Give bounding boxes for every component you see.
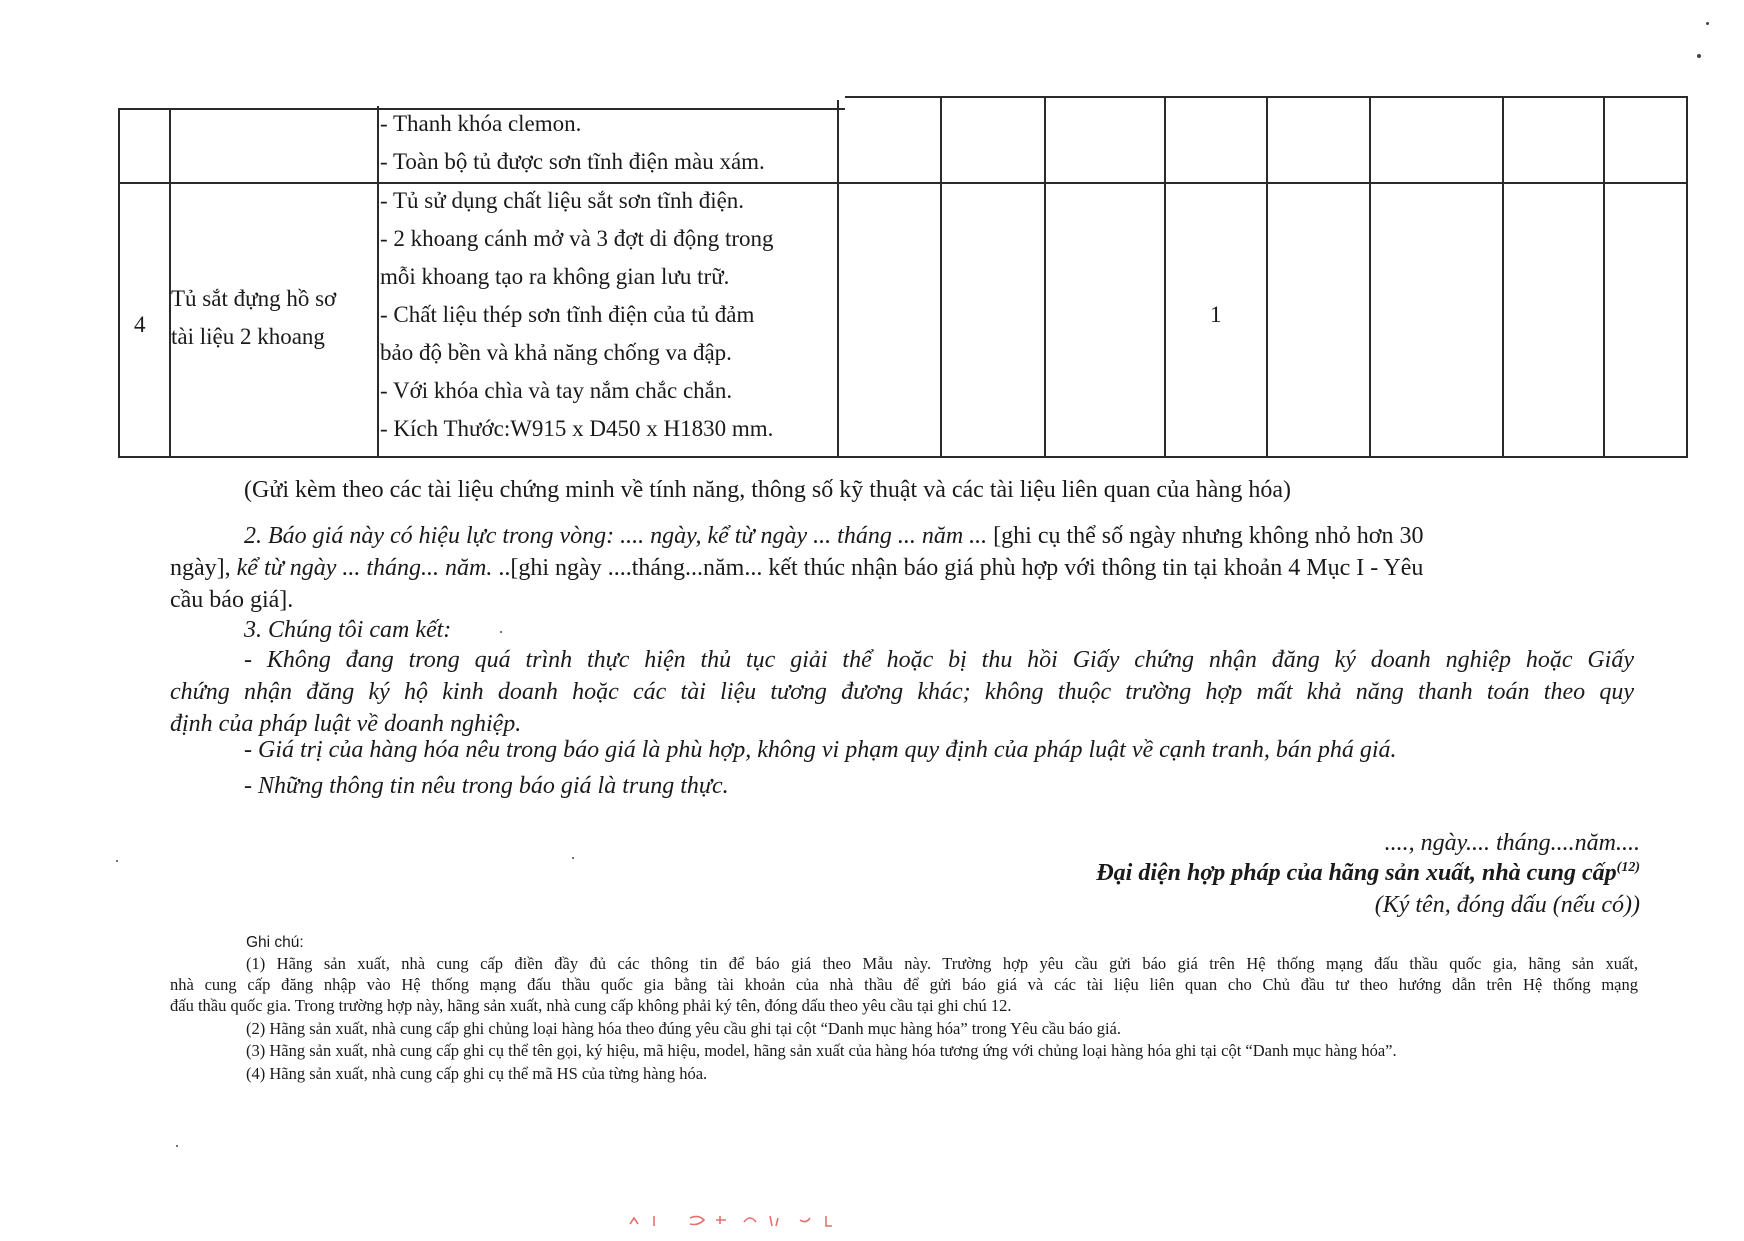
table-col-line <box>1686 96 1688 458</box>
clause-2-line-2-italic: kể từ ngày ... tháng... năm. <box>230 555 493 581</box>
clause-3-bullet-1-line-2: chứng nhận đăng ký hộ kinh doanh hoặc các tài liệu tương đương khác; không thuộc trường hợp mất khả năng thanh toán theo quy <box>170 679 1634 705</box>
row-4-desc-3: mỗi khoang tạo ra không gian lưu trữ. <box>380 264 730 289</box>
scan-speck <box>1697 54 1701 58</box>
row-4-quantity: 1 <box>1210 302 1222 327</box>
scan-speck <box>572 857 574 859</box>
signature-title-text: Đại diện hợp pháp của hãng sản xuất, nhà cung cấp <box>1096 860 1617 886</box>
table-col-line <box>377 106 379 458</box>
scan-speck <box>1706 22 1709 25</box>
stamp-bleed-mark <box>620 1210 850 1232</box>
note-1-line-3: đấu thầu quốc gia. Trong trường hợp này, hãng sản xuất, nhà cung cấp không phải ký tên, đóng dấu theo yêu cầu tại ghi chú 12. <box>170 996 1012 1015</box>
clause-3-bullet-3: - Những thông tin nêu trong báo giá là trung thực. <box>244 773 729 799</box>
table-col-line <box>1266 98 1268 458</box>
table-col-line <box>940 98 942 458</box>
clause-2-line-1-italic: 2. Báo giá này có hiệu lực trong vòng: .... ngày, kể từ ngày ... tháng ... năm ... <box>244 523 988 549</box>
table-col-line <box>837 100 839 458</box>
attachment-note: (Gửi kèm theo các tài liệu chứng minh về tính năng, thông số kỹ thuật và các tài liệu liên quan của hàng hóa) <box>244 477 1292 503</box>
clause-2-line-2 <box>170 552 1423 584</box>
row-4-desc-6: - Với khóa chìa và tay nắm chắc chắn. <box>380 378 733 403</box>
signature-sign-note: (Ký tên, đóng dấu (nếu có)) <box>1374 892 1640 918</box>
table-col-line <box>1603 96 1605 458</box>
signature-title-superscript: (12) <box>1616 860 1640 875</box>
scan-speck <box>116 860 118 862</box>
table-col-line <box>1164 98 1166 458</box>
scan-speck <box>176 1145 178 1147</box>
table-bottom-border <box>118 456 1688 458</box>
row-continued-desc-1: - Thanh khóa clemon. <box>380 111 582 136</box>
clause-3-bullet-1-line-1: - Không đang trong quá trình thực hiện thủ tục giải thể hoặc bị thu hồi Giấy chứng nhận đăng ký doanh nghiệp hoặc Giấy <box>244 647 1634 673</box>
clause-2-line-2-b: ..[ghi ngày ....tháng...năm... kết thúc nhận báo giá phù hợp với thông tin tại khoản 4 Mục I - Yêu <box>492 555 1424 581</box>
clause-3-heading: 3. Chúng tôi cam kết: <box>244 617 452 643</box>
note-4: (4) Hãng sản xuất, nhà cung cấp ghi cụ thể mã HS của từng hàng hóa. <box>246 1064 708 1083</box>
table-col-line <box>1502 96 1504 458</box>
clause-2-line-2-a: ngày], <box>170 555 231 581</box>
note-3: (3) Hãng sản xuất, nhà cung cấp ghi cụ thể tên gọi, ký hiệu, mã hiệu, model, hãng sản xuất của hàng hóa tương ứng với chủng loại hàng hóa ghi tại cột “Danh mục hàng hóa”. <box>246 1041 1397 1060</box>
row-4-name-line-2: tài liệu 2 khoang <box>171 324 325 349</box>
row-4-desc-7: - Kích Thước:W915 x D450 x H1830 mm. <box>380 416 774 441</box>
table-col-line <box>1044 98 1046 458</box>
clause-3-bullet-1-line-3: định của pháp luật về doanh nghiệp. <box>170 711 522 737</box>
clause-2-line-3: cầu báo giá]. <box>170 587 294 613</box>
note-1-line-1: (1) Hãng sản xuất, nhà cung cấp điền đầy đủ các thông tin để báo giá theo Mẫu này. Trường hợp yêu cầu gửi báo giá trên Hệ thống mạng đấu thầu quốc gia, hãng sản xuất, <box>246 954 1638 973</box>
note-1-line-2: nhà cung cấp đăng nhập vào Hệ thống mạng đấu thầu quốc gia bằng tài khoản của nhà thầu để gửi báo giá và các tài liệu liên quan cho Chủ đầu tư theo hướng dẫn trên Hệ thống mạng <box>170 975 1638 994</box>
table-row-divider <box>118 182 1688 184</box>
goods-table <box>118 96 1688 458</box>
scan-speck <box>500 631 502 633</box>
clause-2-line-1-regular: [ghi cụ thể số ngày nhưng không nhỏ hơn 30 <box>987 523 1424 549</box>
signature-title <box>1096 860 1640 887</box>
row-4-stt: 4 <box>134 312 146 337</box>
row-4-name-line-1: Tủ sắt đựng hồ sơ <box>171 286 337 311</box>
row-continued-desc-2: - Toàn bộ tủ được sơn tĩnh điện màu xám. <box>380 149 765 174</box>
signature-date-line: ...., ngày.... tháng....năm.... <box>1384 830 1640 856</box>
row-4-desc-2: - 2 khoang cánh mở và 3 đợt di động trong <box>380 226 774 251</box>
row-4-desc-5: bảo độ bền và khả năng chống va đập. <box>380 340 732 365</box>
row-4-desc-1: - Tủ sử dụng chất liệu sắt sơn tĩnh điện. <box>380 188 745 213</box>
note-2: (2) Hãng sản xuất, nhà cung cấp ghi chủng loại hàng hóa theo đúng yêu cầu ghi tại cột “Danh mục hàng hóa” trong Yêu cầu báo giá. <box>246 1019 1121 1038</box>
table-col-line <box>1369 98 1371 458</box>
notes-heading: Ghi chú: <box>246 934 304 951</box>
clause-2-line-1 <box>244 520 1424 552</box>
clause-3-bullet-2: - Giá trị của hàng hóa nêu trong báo giá là phù hợp, không vi phạm quy định của pháp luật về cạnh tranh, bán phá giá. <box>244 737 1397 763</box>
table-col-line <box>118 108 120 458</box>
row-4-desc-4: - Chất liệu thép sơn tĩnh điện của tủ đảm <box>380 302 755 327</box>
